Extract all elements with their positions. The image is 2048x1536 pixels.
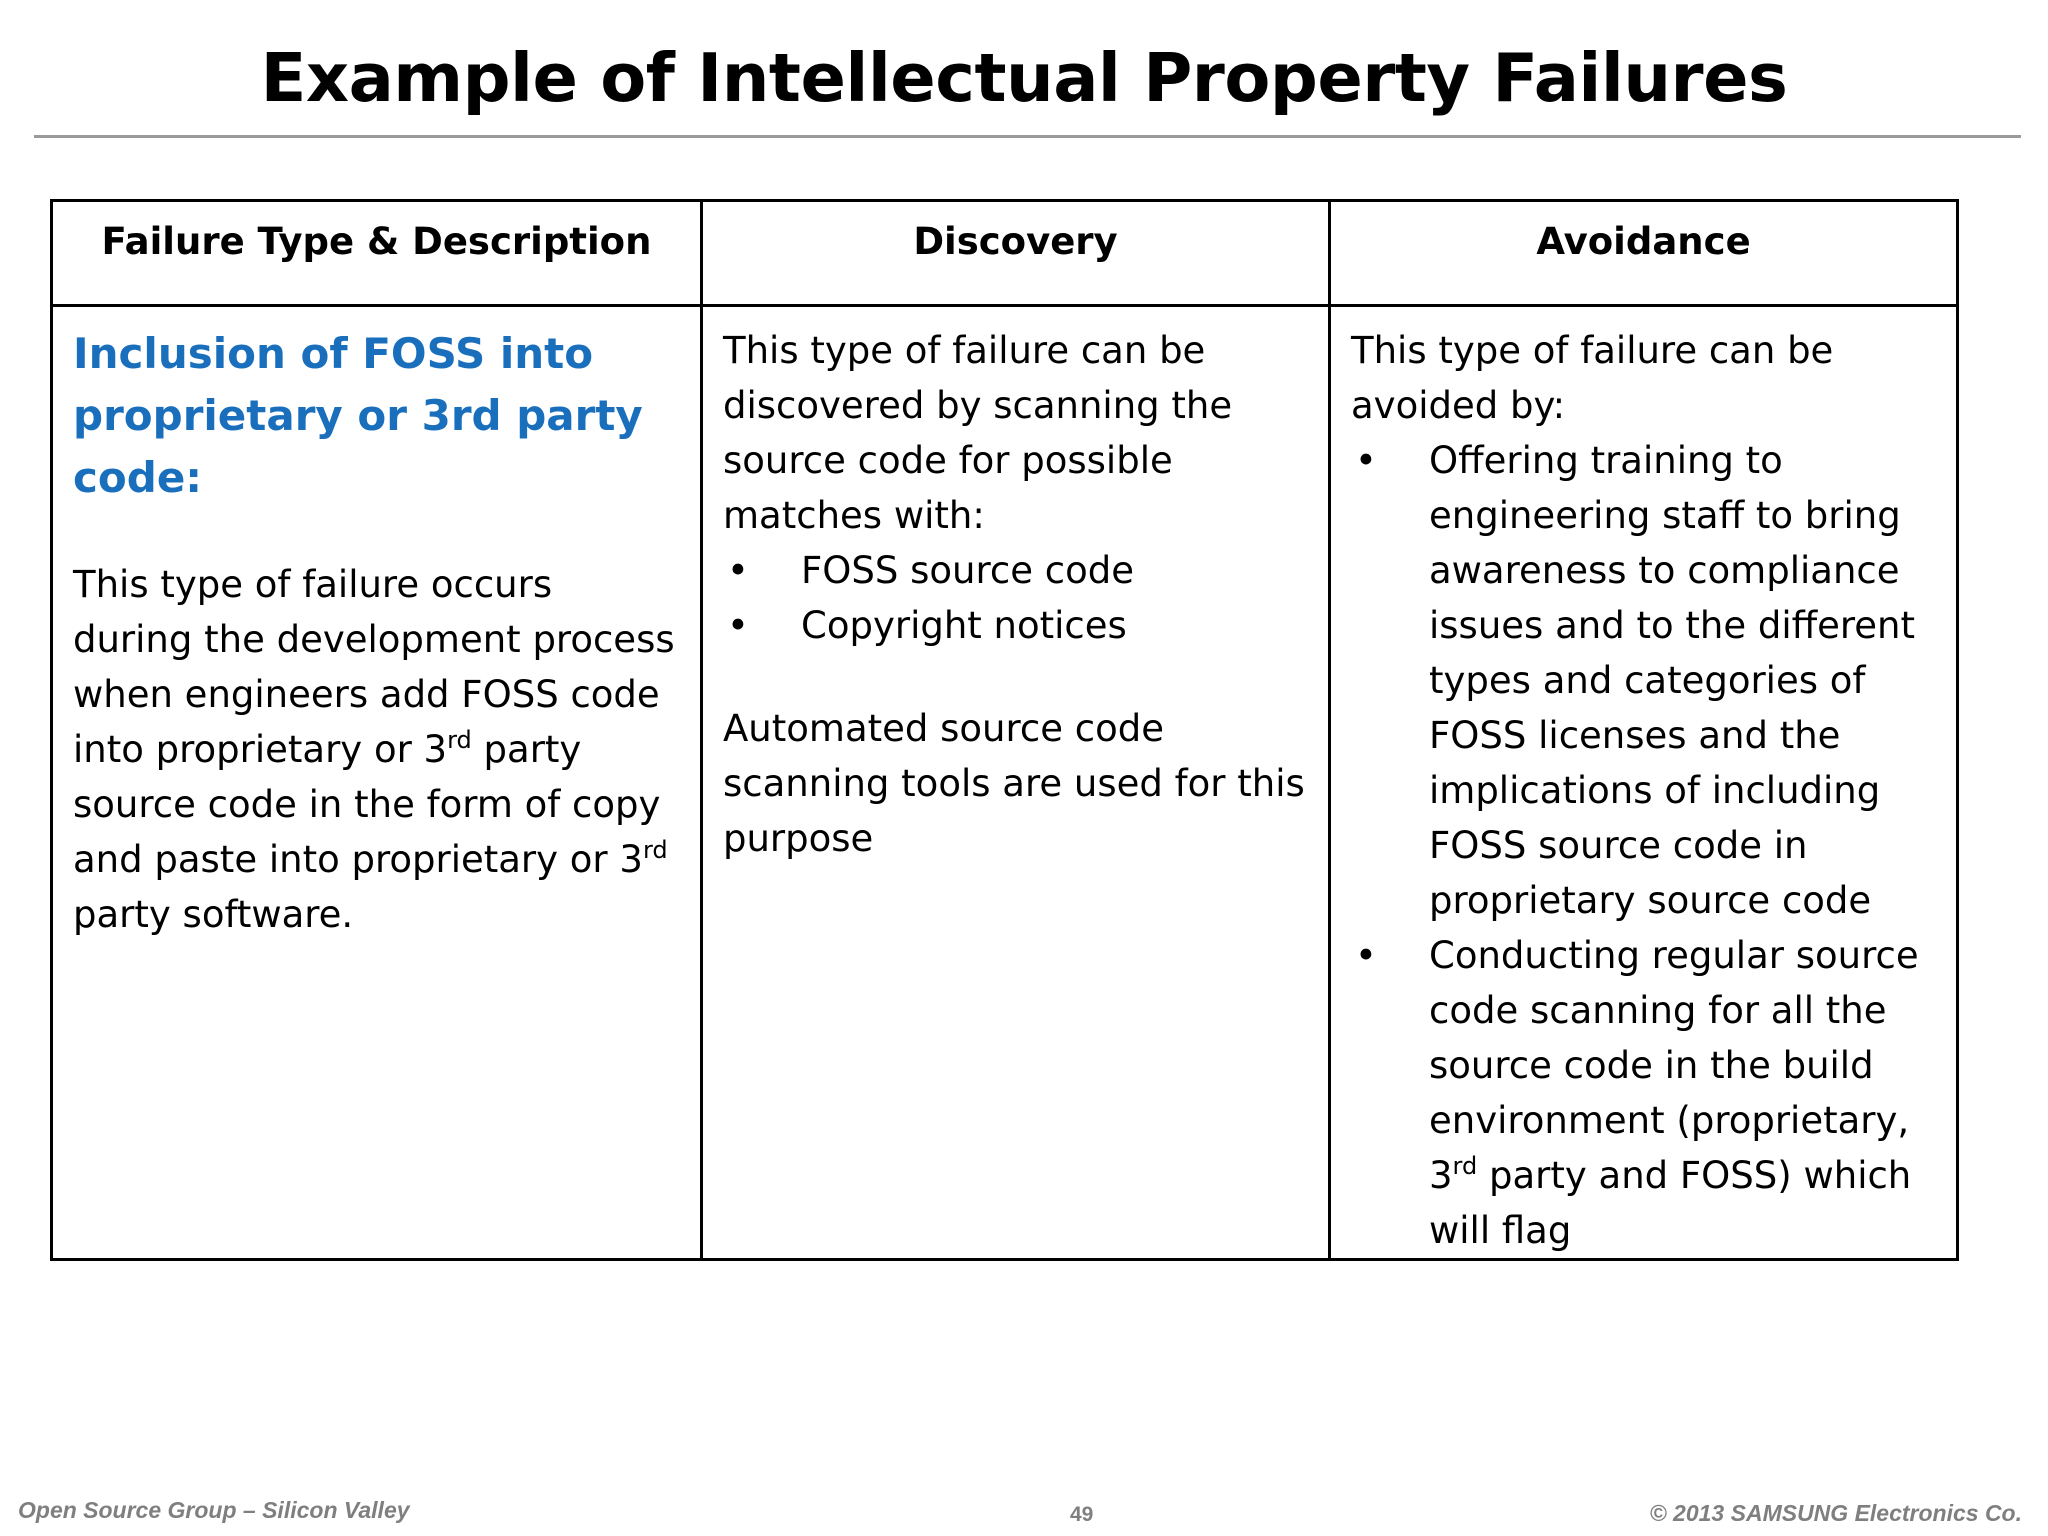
footer-organization: Open Source Group – Silicon Valley: [18, 1497, 410, 1523]
list-item-text-part: Conducting regular source code scanning for all the source code in the build environment (proprietary, 3: [1429, 934, 1919, 1197]
discovery-bullet-list: [723, 543, 1310, 653]
avoidance-cell: [1330, 306, 1958, 1260]
ordinal-suffix: rd: [642, 836, 668, 864]
page-number: 49: [1070, 1503, 1094, 1526]
ordinal-suffix: rd: [447, 726, 472, 754]
list-item: [1351, 433, 1938, 928]
avoidance-intro: This type of failure can be avoided by:: [1351, 329, 1834, 427]
list-item-text: Copyright notices: [801, 604, 1127, 647]
list-item: [1351, 928, 1938, 1258]
discovery-outro: Automated source code scanning tools are used for this purpose: [723, 707, 1305, 860]
title-divider: [34, 135, 2021, 138]
discovery-cell: [702, 306, 1330, 1260]
header-avoidance: Avoidance: [1330, 201, 1958, 306]
list-item-text: [1429, 934, 1919, 1252]
table-header-row: [52, 201, 1958, 306]
discovery-intro: This type of failure can be discovered by scanning the source code for possible matches with:: [723, 329, 1233, 537]
failure-description-part: party software.: [73, 893, 354, 936]
failure-description-part: party source code in the form of copy and paste into proprietary or 3: [73, 728, 661, 881]
failure-cell: [52, 306, 702, 1260]
ordinal-suffix: rd: [1452, 1152, 1478, 1180]
bullet-icon: •: [727, 549, 749, 592]
footer-copyright: © 2013 SAMSUNG Electronics Co.: [1649, 1500, 2022, 1526]
list-item: [723, 543, 1310, 598]
bullet-icon: •: [727, 604, 749, 647]
ip-failures-table: [50, 199, 1959, 1261]
list-item: [723, 598, 1310, 653]
bullet-icon: •: [1355, 934, 1377, 977]
list-item-text-part: party and FOSS) which will flag: [1429, 1154, 1912, 1252]
list-item-text: FOSS source code: [801, 549, 1134, 592]
avoidance-bullet-list: [1351, 433, 1938, 1258]
slide-title: Example of Intellectual Property Failures: [260, 39, 1788, 117]
bullet-icon: •: [1355, 439, 1377, 482]
failure-heading: Inclusion of FOSS into proprietary or 3rd party code:: [73, 329, 643, 502]
header-discovery: Discovery: [702, 201, 1330, 306]
failure-description-part: This type of failure occurs during the development process when engineers add FOSS code into proprietary or 3: [73, 563, 675, 771]
list-item-text: Offering training to engineering staff to bring awareness to compliance issues and to the different types and categories of FOSS licenses and the implications of including FOSS source code in proprietary source code: [1429, 439, 1915, 922]
table-row: [52, 306, 1958, 1260]
failure-description: [73, 557, 682, 942]
header-failure-type: Failure Type & Description: [52, 201, 702, 306]
